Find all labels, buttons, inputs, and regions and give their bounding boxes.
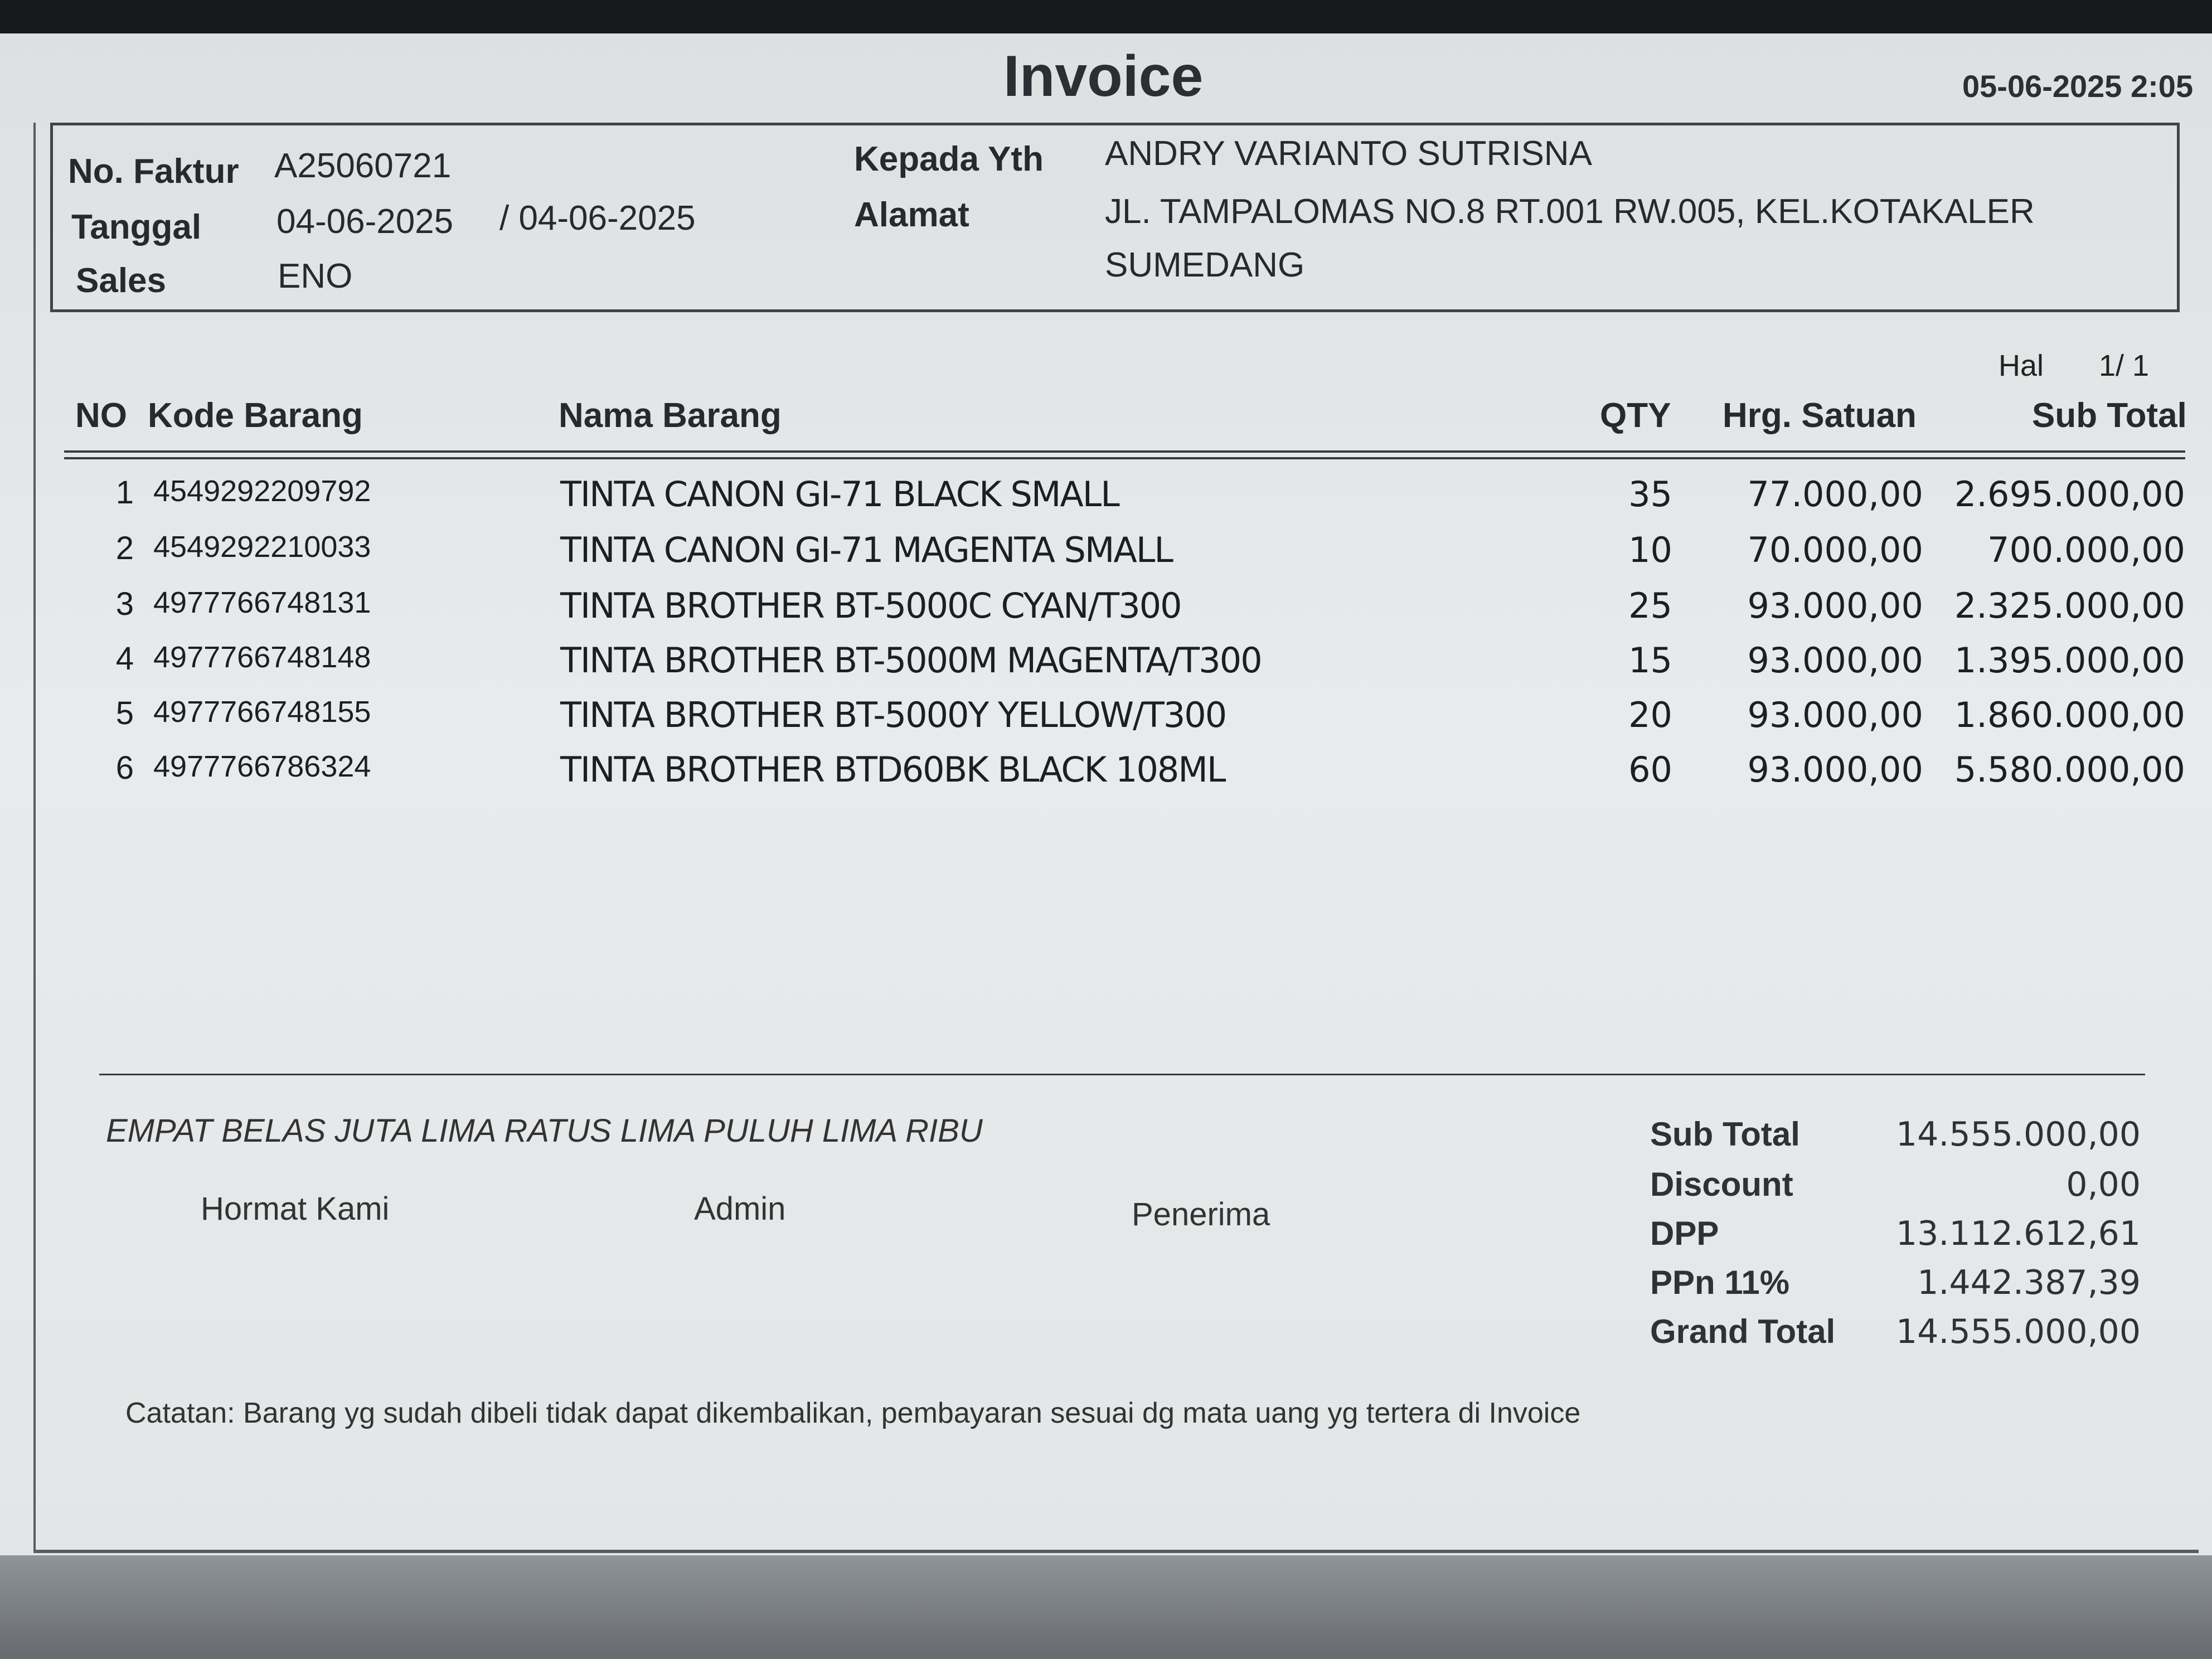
table-row	[0, 749, 2212, 805]
row-no: 2	[115, 530, 134, 566]
kepada-label: Kepada Yth	[854, 140, 1044, 178]
table-row	[0, 695, 2212, 750]
column-header-name: Nama Barang	[559, 396, 782, 435]
row-subtotal: 1.395.000,00	[1954, 640, 2185, 681]
header-rule-bottom	[64, 457, 2185, 459]
no-faktur-value: A25060721	[274, 147, 452, 185]
row-price: 77.000,00	[1747, 474, 1923, 515]
sales-value: ENO	[278, 257, 353, 295]
row-no: 6	[115, 750, 134, 786]
row-name: TINTA BROTHER BT-5000C CYAN/T300	[560, 585, 1181, 626]
signature-penerima: Penerima	[1132, 1196, 1270, 1233]
page-label: Hal	[1998, 349, 2044, 382]
column-header-price: Hrg. Satuan	[1723, 396, 1917, 435]
row-qty: 20	[1628, 695, 1672, 735]
row-qty: 10	[1628, 530, 1672, 570]
signature-hormat-kami: Hormat Kami	[201, 1191, 390, 1227]
table-row	[0, 585, 2212, 641]
row-name: TINTA BROTHER BT-5000M MAGENTA/T300	[560, 640, 1262, 681]
ppn-label: PPn 11%	[1650, 1264, 1790, 1301]
table-row	[0, 640, 2212, 696]
row-code: 4549292209792	[153, 474, 371, 508]
row-no: 1	[115, 474, 134, 511]
row-subtotal: 2.695.000,00	[1954, 474, 2185, 515]
row-no: 4	[115, 641, 134, 677]
row-subtotal: 5.580.000,00	[1954, 749, 2185, 790]
column-header-qty: QTY	[1600, 396, 1671, 435]
alamat-label: Alamat	[854, 196, 969, 234]
sales-label: Sales	[76, 261, 167, 300]
grand-total-label: Grand Total	[1650, 1313, 1836, 1350]
row-subtotal: 1.860.000,00	[1954, 695, 2185, 735]
monitor-bezel-bottom	[0, 1555, 2212, 1659]
no-faktur-label: No. Faktur	[68, 152, 239, 191]
row-subtotal: 2.325.000,00	[1954, 585, 2185, 626]
invoice-screen	[0, 33, 2212, 1555]
row-price: 93.000,00	[1747, 585, 1923, 626]
dpp-label: DPP	[1650, 1215, 1719, 1252]
row-price: 93.000,00	[1747, 749, 1923, 790]
row-name: TINTA BROTHER BT-5000Y YELLOW/T300	[560, 695, 1226, 735]
invoice-note: Catatan: Barang yg sudah dibeli tidak dapat dikembalikan, pembayaran sesuai dg mata uang yg tertera di Invoice	[125, 1397, 1581, 1429]
row-code: 4977766748131	[153, 586, 371, 619]
page-number: 1/ 1	[2099, 349, 2150, 382]
kepada-value: ANDRY VARIANTO SUTRISNA	[1105, 134, 1592, 173]
row-no: 3	[115, 586, 134, 622]
row-price: 93.000,00	[1747, 640, 1923, 681]
subtotal-label: Sub Total	[1650, 1115, 1800, 1153]
row-qty: 15	[1628, 640, 1672, 681]
alamat-line-1: JL. TAMPALOMAS NO.8 RT.001 RW.005, KEL.KOTAKALER	[1105, 192, 2035, 231]
footer-divider	[99, 1074, 2145, 1075]
row-subtotal: 700.000,00	[1987, 530, 2185, 570]
alamat-line-2: SUMEDANG	[1105, 246, 1305, 284]
discount-value: 0,00	[2066, 1165, 2141, 1204]
row-code: 4549292210033	[153, 530, 371, 564]
invoice-title: Invoice	[1003, 44, 1204, 109]
row-code: 4977766786324	[153, 750, 371, 783]
table-row	[0, 530, 2212, 585]
row-price: 93.000,00	[1747, 695, 1923, 735]
row-code: 4977766748148	[153, 641, 371, 674]
row-name: TINTA CANON GI-71 BLACK SMALL	[560, 474, 1119, 515]
tanggal-value-2: / 04-06-2025	[499, 199, 696, 237]
ppn-value: 1.442.387,39	[1917, 1263, 2141, 1302]
column-header-subtotal: Sub Total	[2032, 396, 2187, 435]
monitor-bezel-top	[0, 0, 2212, 33]
signature-admin: Admin	[694, 1191, 786, 1227]
tanggal-value: 04-06-2025	[276, 202, 454, 241]
column-header-no: NO	[75, 396, 127, 435]
subtotal-value: 14.555.000,00	[1896, 1115, 2141, 1154]
discount-label: Discount	[1650, 1166, 1793, 1203]
row-name: TINTA BROTHER BTD60BK BLACK 108ML	[560, 749, 1225, 790]
row-qty: 35	[1628, 474, 1672, 515]
printed-timestamp: 05-06-2025 2:05	[1962, 69, 2194, 104]
header-rule-top	[64, 450, 2185, 453]
tanggal-label: Tanggal	[71, 208, 202, 246]
row-no: 5	[115, 695, 134, 731]
table-row	[0, 474, 2212, 530]
row-qty: 25	[1628, 585, 1672, 626]
row-code: 4977766748155	[153, 695, 371, 729]
row-name: TINTA CANON GI-71 MAGENTA SMALL	[560, 530, 1172, 570]
amount-in-words: EMPAT BELAS JUTA LIMA RATUS LIMA PULUH LIMA RIBU	[106, 1113, 983, 1149]
dpp-value: 13.112.612,61	[1896, 1214, 2141, 1253]
row-qty: 60	[1628, 749, 1672, 790]
column-header-code: Kode Barang	[148, 396, 363, 435]
row-price: 70.000,00	[1747, 530, 1923, 570]
grand-total-value: 14.555.000,00	[1896, 1312, 2141, 1351]
